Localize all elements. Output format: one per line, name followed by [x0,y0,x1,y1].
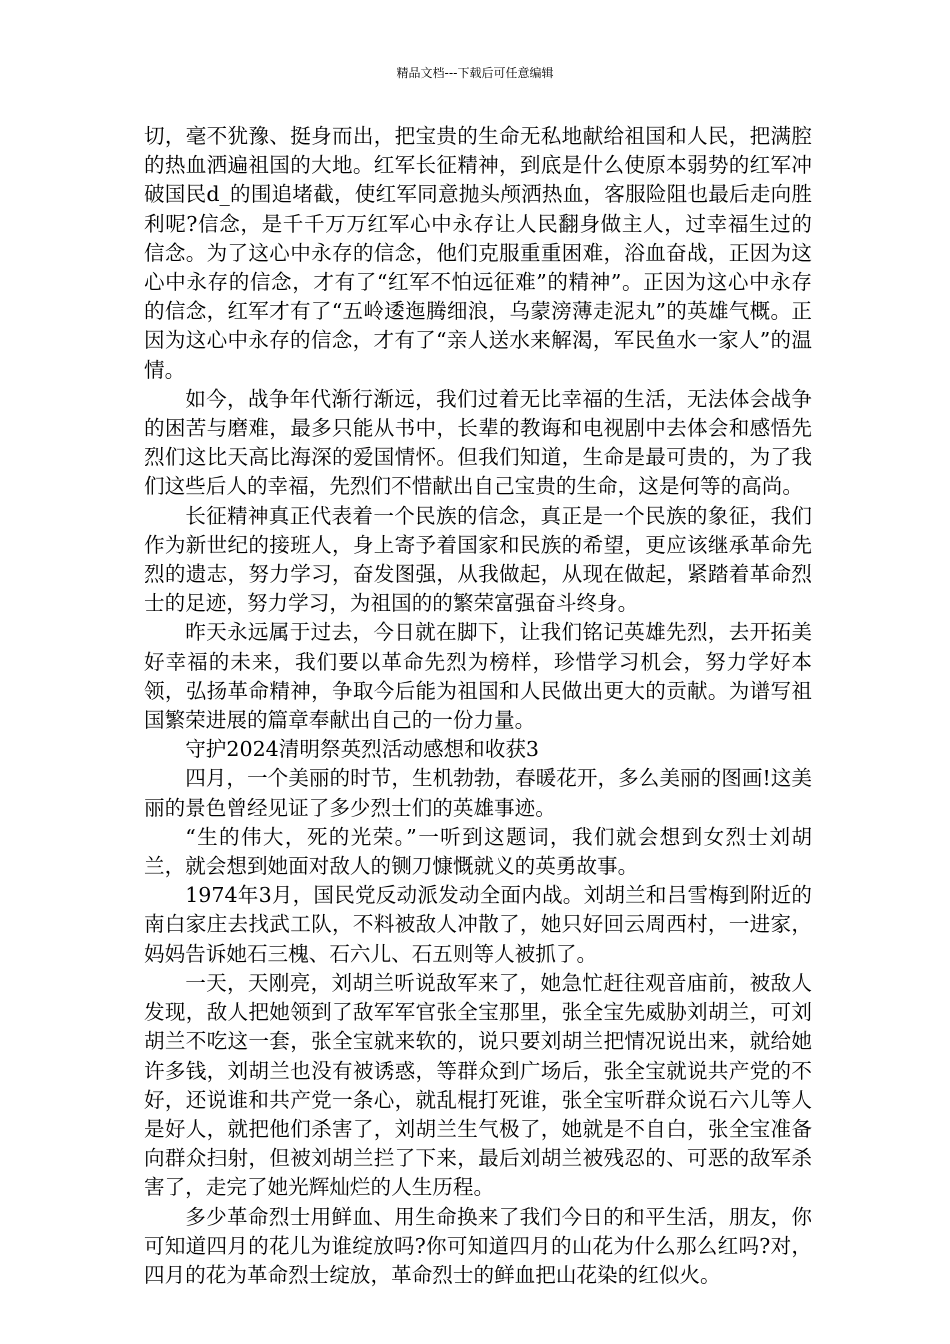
document-body [144,122,812,1290]
paragraph: “生的伟大，死的光荣。”一听到这题词，我们就会想到女烈士刘胡兰，就会想到她面对敌人的铡刀慷慨就义的英勇故事。 [144,824,812,879]
section-heading: 守护2024清明祭英烈活动感想和收获3 [185,737,540,762]
paragraph: 多少革命烈士用鲜血、用生命换来了我们今日的和平生活，朋友，你可知道四月的花儿为谁绽放吗?你可知道四月的山花为什么那么红吗?对，四月的花为革命烈士绽放，革命烈士的鲜血把山花染的红似火。 [144,1204,812,1287]
paragraph: 1974年3月，国民党反动派发动全面内战。刘胡兰和吕雪梅到附近的南白家庄去找武工队，不料被敌人冲散了，她只好回云周西村，一进家，妈妈告诉她石三槐、石六儿、石五则等人被抓了。 [144,883,812,966]
paragraph: 切，毫不犹豫、挺身而出，把宝贵的生命无私地献给祖国和人民，把满腔的热血洒遍祖国的大地。红军长征精神，到底是什么使原本弱势的红军冲破国民d_的围追堵截，使红军同意抛头颅洒热血，客服险阻也最后走向胜利呢?信念，是千千万万红军心中永存让人民翻身做主人，过幸福生过的信念。为了这心中永存的信念，他们克服重重困难，浴血奋战，正因为这心中永存的信念，才有了“红军不怕远征难”的精神”。正因为这心中永存的信念，红军才有了“五岭逶迤腾细浪，乌蒙滂薄走泥丸”的英雄气概。正因为这心中永存的信念，才有了“亲人送水来解渴，军民鱼水一家人”的温情。 [144,124,812,382]
paragraph: 四月，一个美丽的时节，生机勃勃，春暖花开，多么美丽的图画!这美丽的景色曾经见证了多少烈士们的英雄事迹。 [144,766,812,820]
paragraph: 昨天永远属于过去，今日就在脚下，让我们铭记英雄先烈，去开拓美好幸福的未来，我们要以革命先烈为榜样，珍惜学习机会，努力学好本领，弘扬革命精神，争取今后能为祖国和人民做出更大的贡献。为谱写祖国繁荣进展的篇章奉献出自己的一份力量。 [144,620,812,733]
paragraph: 如今，战争年代渐行渐远，我们过着无比幸福的生活，无法体会战争的困苦与磨难，最多只能从书中，长辈的教诲和电视剧中去体会和感悟先烈们这比天高比海深的爱国情怀。但我们知道，生命是最可贵的，为了我们这些后人的幸福，先烈们不惜献出自己宝贵的生命，这是何等的高尚。 [144,386,812,499]
paragraph: 长征精神真正代表着一个民族的信念，真正是一个民族的象征，我们作为新世纪的接班人，身上寄予着国家和民族的希望，更应该继承革命先烈的遗志，努力学习，奋发图强，从我做起，从现在做起，紧踏着革命烈士的足迹，努力学习，为祖国的的繁荣富强奋斗终身。 [144,503,812,616]
page-header: 精品文档---下载后可任意编辑 [396,66,554,80]
paragraph: 一天，天刚亮，刘胡兰听说敌军来了，她急忙赶往观音庙前，被敌人发现，敌人把她领到了敌军军官张全宝那里，张全宝先威胁刘胡兰，可刘胡兰不吃这一套，张全宝就来软的，说只要刘胡兰把情况说出来，就给她许多钱，刘胡兰也没有被诱惑，等群众到广场后，张全宝就说共产党的不好，还说谁和共产党一条心，就乱棍打死谁，张全宝听群众说石六儿等人是好人，就把他们杀害了，刘胡兰生气极了，她就是不自白，张全宝准备向群众扫射，但被刘胡兰拦了下来，最后刘胡兰被残忍的、可恶的敌军杀害了，走完了她光辉灿烂的人生历程。 [144,970,812,1200]
